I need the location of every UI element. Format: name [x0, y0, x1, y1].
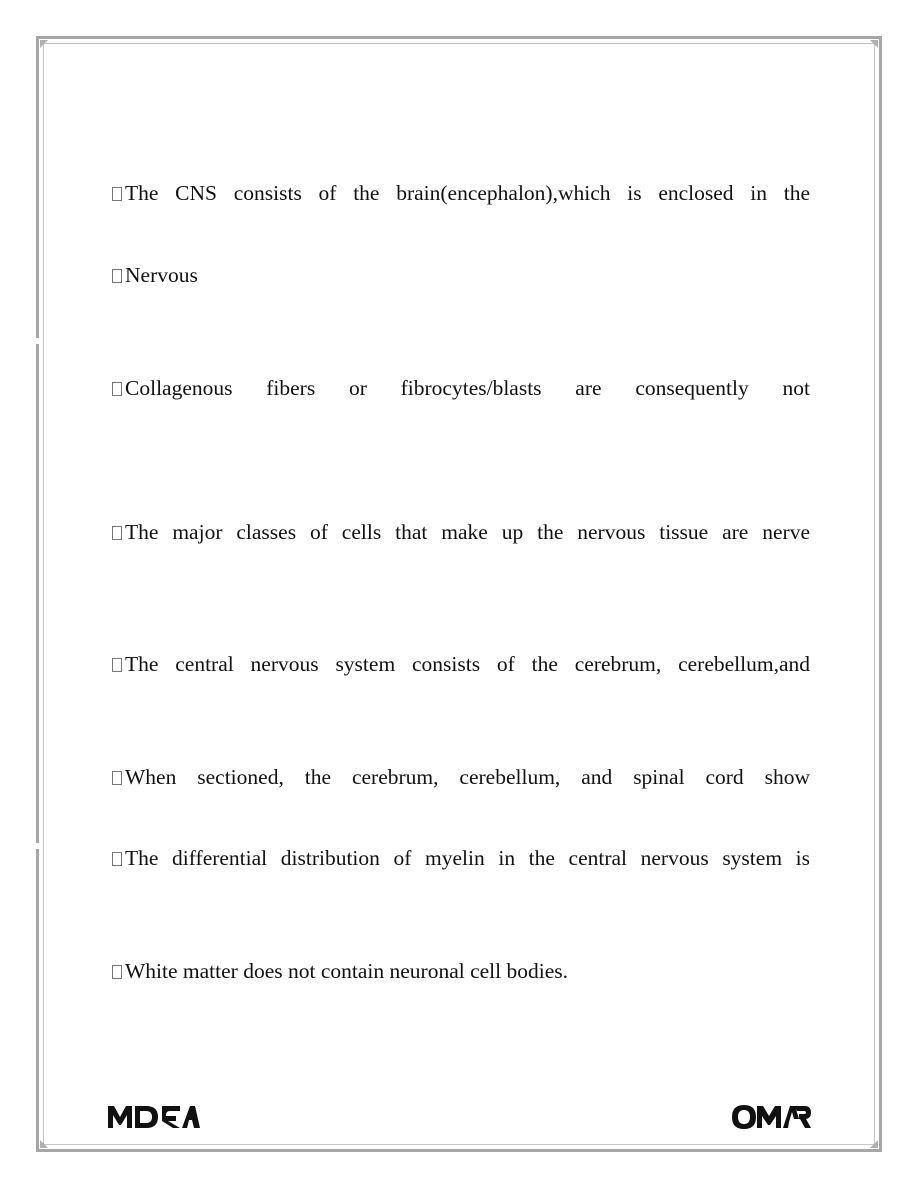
corner-ornament-bottom-left: [40, 1140, 48, 1148]
paragraph-2: Nervous: [112, 262, 810, 288]
paragraph-4: The major classes of cells that make up the nervous tissue are nerve: [112, 519, 810, 545]
footer-logo-left: [106, 1102, 200, 1130]
missing-glyph-bullet-icon: [112, 771, 122, 785]
missing-glyph-bullet-icon: [112, 965, 122, 979]
missing-glyph-bullet-icon: [112, 658, 122, 672]
border-gap-left-2: [36, 843, 39, 849]
paragraph-1: The CNS consists of the brain(encephalon),which is enclosed in the: [112, 180, 810, 206]
corner-ornament-top-right: [870, 40, 878, 48]
missing-glyph-bullet-icon: [112, 852, 122, 866]
paragraph-5: The central nervous system consists of the cerebrum, cerebellum,and: [112, 651, 810, 677]
missing-glyph-bullet-icon: [112, 526, 122, 540]
omar-logo-icon: [731, 1102, 811, 1130]
mdra-logo-icon: [106, 1102, 200, 1130]
paragraph-3: Collagenous fibers or fibrocytes/blasts are consequently not: [112, 375, 810, 401]
missing-glyph-bullet-icon: [112, 382, 122, 396]
paragraph-6: When sectioned, the cerebrum, cerebellum, and spinal cord show: [112, 764, 810, 790]
corner-ornament-bottom-right: [870, 1140, 878, 1148]
paragraph-8: White matter does not contain neuronal cell bodies.: [112, 958, 810, 984]
missing-glyph-bullet-icon: [112, 187, 122, 201]
border-gap-left-1: [36, 338, 39, 344]
missing-glyph-bullet-icon: [112, 269, 122, 283]
paragraph-7: The differential distribution of myelin in the central nervous system is: [112, 845, 810, 871]
corner-ornament-top-left: [40, 40, 48, 48]
footer-logo-right: [731, 1102, 811, 1130]
